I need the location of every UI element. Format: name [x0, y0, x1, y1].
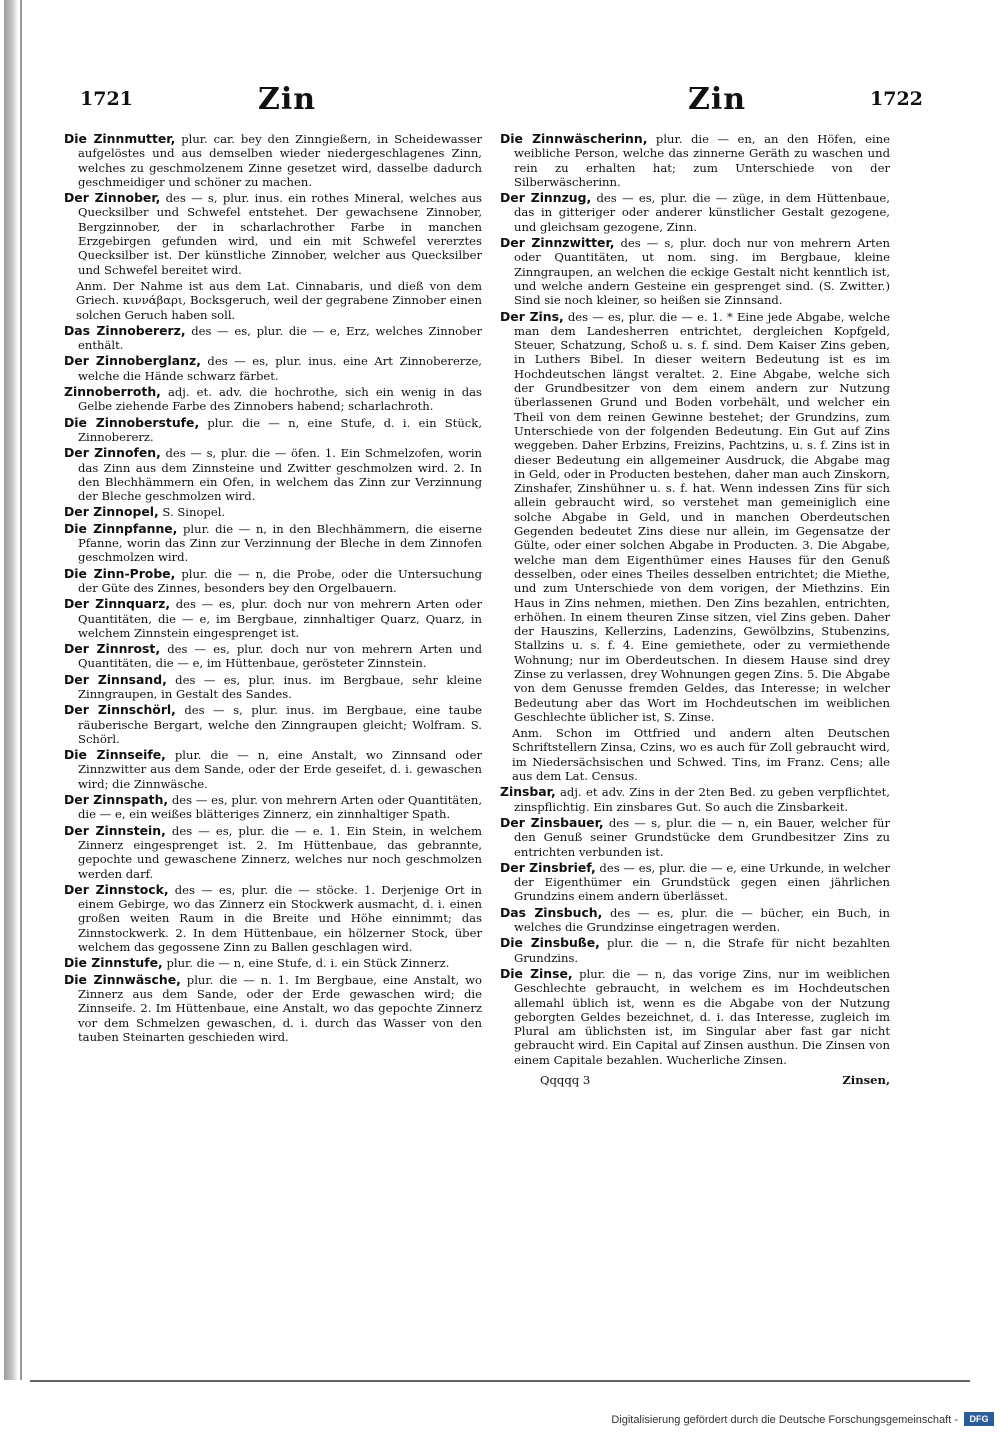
definition-text: adj. et. adv. die hochrothe, sich ein wenig in das Gelbe ziehende Farbe des Zinnobers habend; scharlachroth.: [78, 385, 483, 414]
digitization-credit: Digitalisierung gefördert durch die Deutsche Forschungsgemeinschaft -: [611, 1414, 958, 1426]
definition-text: des — s, plur. die — n, ein Bauer, welcher für den Genuß seiner Grundstücke dem Grundbesitzer Zins zu entrichten verbunden ist.: [514, 815, 890, 859]
left-entry: [64, 597, 482, 640]
annotation-text: Anm. Der Nahme ist aus dem Lat. Cinnabaris, und dieß von dem Griech. κιννάβαρι, Bocksgeruch, weil der gegrabene Zinnober einen solchen Geruch haben soll.: [76, 278, 482, 322]
definition-text: des — es, plur. die — e. 1. Ein Stein, in welchem Zinnerz eingesprenget ist. 2. Im Hüttenbaue, das gebrannte, gepochte und gewaschene Zinnerz, welches nur noch geschmolzen werden darf.: [78, 823, 483, 881]
right-entry: [500, 310, 890, 725]
left-entry: [64, 324, 482, 353]
definition-text: des — s, plur. die — öfen. 1. Ein Schmelzofen, worin das Zinn aus dem Zinnsteine und Zwitter geschmolzen wird. 2. In den Blechhämmern ein Ofen, in welchem das Zinn zur Verzinnung der Bleche geschmolzen wird.: [78, 446, 482, 504]
left-entry: [64, 191, 482, 277]
lemma: Die Zinnstufe,: [64, 955, 163, 971]
definition-text: plur. die — n, die Probe, oder die Untersuchung der Güte des Zinnes, besonders bey den Orgelbauern.: [78, 566, 483, 595]
right-page-number: 1722: [870, 88, 923, 110]
left-entry: [64, 505, 482, 519]
right-entry: [500, 726, 890, 783]
lemma: Der Zinnoberglanz,: [64, 353, 201, 369]
right-entry: [500, 132, 890, 189]
left-entry: [64, 883, 482, 954]
definition-text: des — es, plur. inus. eine Art Zinnobererze, welche die Hände schwarz färbet.: [78, 354, 482, 383]
definition-text: des — es, plur. die — e, eine Urkunde, in welcher der Eigenthümer ein Grundstück gegen einen jährlichen Grundzins einem andern überlässet.: [514, 860, 891, 904]
lemma: Der Zinnschörl,: [64, 702, 176, 718]
left-entry: [64, 522, 482, 565]
definition-text: des — es, plur. doch nur von mehrern Arten und Quantitäten, die — e, im Hüttenbaue, gerösteter Zinnstein.: [78, 642, 482, 671]
definition-text: plur. die — n, in den Blechhämmern, die eiserne Pfanne, worin das Zinn zur Verzinnung der Bleche in dem Zinnofen geschmolzen wird.: [78, 521, 482, 565]
left-entry: [64, 132, 482, 189]
left-entry: [64, 956, 482, 970]
left-entry: [64, 354, 482, 383]
left-entry: [64, 416, 482, 445]
page-footer: [500, 1073, 890, 1091]
right-entry: [500, 816, 890, 859]
lemma: Das Zinsbuch,: [500, 904, 603, 920]
definition-text: plur. die — n. 1. Im Bergbaue, eine Anstalt, wo Zinnerz aus dem Sande, oder der Erde gewaschen wird; die Zinnseife. 2. Im Hüttenbaue, eine Anstalt, wo das gepochte Zinnerz vor dem Schmelzen gewaschen, d. i. durch das Wasser von den tauben Steinarten geschieden wird.: [78, 972, 482, 1044]
definition-text: des — s, plur. doch nur von mehrern Arten oder Quantitäten, ut nom. sing. im Bergbaue, kleine Zinngraupen, an welchen die eckige Gestalt nicht kenntlich ist, und welche andern Gesteine ein gesprenget sind. (S. Zwitter.) Sind sie noch kleiner, so heißen sie Zinnsand.: [514, 236, 891, 308]
right-entry: [500, 906, 890, 935]
lemma: Das Zinnobererz,: [64, 322, 186, 338]
left-entry: [64, 567, 482, 596]
lemma: Der Zinnstein,: [64, 822, 166, 838]
lemma: Der Zinnspath,: [64, 792, 169, 808]
lemma: Die Zinnpfanne,: [64, 520, 178, 536]
definition-text: des — es, plur. die — e. 1. * Eine jede Abgabe, welche man dem Landesherren entrichtet, dergleichen Kopfgeld, Steuer, Schatzung, Schoß u. s. f. sind. Dem Kaiser Zins geben, in Luthers Bibel. In dieser weitern Bedeutung ist es im Hochdeutschen längst veraltet. 2. Eine Abgabe, welche sich der Grundbesitzer von dem einem andern zur Nutzung überlassenen Grund und Boden vorbehält, und welcher ein Theil von dem reinen Gewinne bestehet; der Grundzins, zum Unterschiede von der folgenden Bedeutung. Ein Gut auf Zins weggeben. Daher Erbzins, Freizins, Pachtzins, u. s. f. Zins ist in dieser Bedeutung ein allgemeiner Ausdruck, die Abgabe mag in Geld, oder in Producten bestehen, daher man auch Zinskorn, Zinshafer, Zinshühner u. s. f. hat. Wenn indessen Zins für sich allein gebraucht wird, so verstehet man gemeiniglich eine solche Abgabe in Geld, und in manchen Oberdeutschen Gegenden bedeutet Zins diese nur allein, im Gegensatze der Gülte, oder einer solchen Abgabe in Producten. 3. Die Abgabe, welche man dem Eigenthümer eines Hauses für den Genuß desselben, oder eines Theiles desselben entrichtet; die Miethe, und zum Unterschiede von dem vorigen, der Miethzins. Ein Haus in Zins nehmen, miethen. Den Zins bezahlen, entrichten, erhöhen. In einem theuren Zinse sitzen, viel Zins geben. Daher der Hauszins, Kellerzins, Ladenzins, Gewölbzins, Stubenzins, Stallzins u. s. f. 4. Eine gemiethete, oder zu vermiethende Wohnung; nur im Oberdeutschen. In diesem Hause sind drey Zinse zu verlassen, drey Wohnungen gegen Zins. 5. Die Abgabe von dem Genusse fremden Geldes, das Interesse; in welcher Bedeutung aber das Wort im Hochdeutschen im weiblichen Geschlechte üblicher ist, S. Zinse.: [514, 309, 891, 724]
definition-text: plur. die — n, eine Anstalt, wo Zinnsand oder Zinnzwitter aus dem Sande, oder der Erde geseifet, d. i. gewaschen wird; die Zinnwäsche.: [78, 748, 483, 791]
definition-text: des — es, plur. inus. im Bergbaue, sehr kleine Zinngraupen, in Gestalt des Sandes.: [78, 672, 482, 701]
lemma: Die Zinnseife,: [64, 747, 166, 763]
lemma: Der Zinnrost,: [64, 641, 161, 657]
definition-text: des — es, plur. die — e, Erz, welches Zinnober enthält.: [78, 323, 482, 353]
definition-text: plur. die — n, die Strafe für nicht bezahlten Grundzins.: [514, 936, 891, 965]
lemma: Der Zinsbrief,: [500, 859, 596, 875]
left-entry: [64, 824, 482, 881]
lemma: Der Zinnstock,: [64, 881, 169, 897]
catchword: Zinsen,: [842, 1073, 890, 1087]
lemma: Die Zinn-Probe,: [64, 565, 176, 581]
definition-text: plur. die — n, das vorige Zins, nur im weiblichen Geschlechte gebraucht, in welchem es im Hochdeutschen allemahl üblich ist, wenn es die Abgabe von der Nutzung geborgten Geldes bezeichnet, d. i. das Interesse, zugleich im Plural am üblichsten ist, im Singular aber fast gar nicht gebraucht wird. Ein Capital auf Zinsen austhun. Die Zinsen von einem Capitale bezahlen. Wucherliche Zinsen.: [514, 966, 891, 1067]
lemma: Der Zins,: [500, 308, 564, 324]
definition-text: plur. die — en, an den Höfen, eine weibliche Person, welche das zinnerne Geräth zu waschen und rein zu erhalten hat; zum Unterschiede von der Silberwäscherinn.: [514, 132, 890, 189]
definition-text: plur. die — n, eine Stufe, d. i. ein Stück, Zinnobererz.: [78, 415, 483, 444]
right-entry: [500, 861, 890, 904]
left-entry: [64, 748, 482, 791]
lemma: Zinsbar,: [500, 784, 556, 800]
definition-text: S. Sinopel.: [162, 505, 226, 520]
right-column-entries: [500, 132, 890, 1067]
definition-text: adj. et adv. Zins in der 2ten Bed. zu geben verpflichtet, zinspflichtig. Ein zinsbares Gut. So auch die Zinsbarkeit.: [514, 785, 890, 814]
left-running-headword: Zin: [258, 82, 317, 117]
definition-text: des — es, plur. die — züge, in dem Hüttenbaue, das in gitteriger oder anderer künstlicher Gestalt gezogene, und gleichsam gezogene, Zinn.: [514, 191, 890, 234]
right-entry: [500, 967, 890, 1067]
lemma: Der Zinnquarz,: [64, 596, 171, 612]
right-entry: [500, 191, 890, 234]
left-entry: [64, 973, 482, 1044]
definition-text: plur. die — n, eine Stufe, d. i. ein Stück Zinnerz.: [166, 956, 450, 971]
right-entry: [500, 936, 890, 965]
lemma: Der Zinnzwitter,: [500, 235, 615, 251]
lemma: Der Zinsbauer,: [500, 814, 604, 830]
lemma: Der Zinnsand,: [64, 671, 167, 687]
lemma: Die Zinsbuße,: [500, 935, 600, 951]
signature-mark: Qqqqq 3: [540, 1073, 591, 1087]
left-entry: [64, 703, 482, 746]
right-running-headword: Zin: [688, 82, 747, 117]
lemma: Der Zinnzug,: [500, 190, 592, 206]
left-entry: [64, 279, 482, 322]
annotation-text: Anm. Schon im Ottfried und andern alten Deutschen Schriftstellern Zinsa, Czins, wo es auch für Zoll gebraucht wird, im Niedersächsischen und Schwed. Tins, im Franz. Cens; alle aus dem Lat. Census.: [512, 726, 890, 784]
lemma: Der Zinnopel,: [64, 504, 159, 520]
right-column: [500, 132, 890, 1091]
definition-text: des — s, plur. inus. ein rothes Mineral, welches aus Quecksilber und Schwefel entstehet. Der gewachsene Zinnober, Bergzinnober, der in scharlachrother Farbe in manchen Erzgebirgen gefunden wird, und ein mit Schwefel vererztes Quecksilber ist. Der künstliche Zinnober, welcher aus Quecksilber und Schwefel bereitet wird.: [78, 191, 482, 277]
left-page-number: 1721: [80, 88, 133, 110]
definition-text: des — es, plur. die — stöcke. 1. Derjenige Ort in einem Gebirge, wo das Zinnerz ein Stockwerk ausmacht, d. i. einen großen weiten Raum in die Breite und Höhe einnimmt; das Zinnstockwerk. 2. In dem Hüttenbaue, ein hölzerner Stock, über welchem das gegossene Zinn zu Ballen geschlagen wird.: [78, 882, 483, 955]
left-entry: [64, 385, 482, 414]
dfg-logo: DFG: [964, 1412, 994, 1426]
lemma: Die Zinnwäsche,: [64, 971, 181, 987]
lemma: Der Zinnober,: [64, 190, 161, 206]
left-entry: [64, 446, 482, 503]
definition-text: des — s, plur. inus. im Bergbaue, eine taube räuberische Bergart, welche den Zinngraupen gleicht; Wolfram. S. Schörl.: [78, 703, 482, 746]
book-binding-shadow: [4, 0, 18, 1380]
lemma: Der Zinnofen,: [64, 445, 161, 461]
left-entry: [64, 673, 482, 702]
lemma: Die Zinnwäscherinn,: [500, 131, 648, 146]
right-entry: [500, 236, 890, 307]
left-entry: [64, 642, 482, 671]
left-column: [64, 132, 482, 1046]
right-entry: [500, 785, 890, 814]
definition-text: plur. car. bey den Zinngießern, in Scheidewasser aufgelöstes und aus demselben wieder niedergeschlagenes Zinn, welches zu geschmolzenem Zinne gesetzet wird, dasselbe dadurch geschmeidiger und schöner zu machen.: [78, 132, 482, 189]
lemma: Die Zinnmutter,: [64, 131, 176, 146]
binding-edge: [20, 0, 22, 1380]
lemma: Zinnoberroth,: [64, 384, 161, 400]
definition-text: des — es, plur. die — bücher, ein Buch, in welches die Grundzinse eingetragen werden.: [514, 905, 890, 935]
lemma: Die Zinnoberstufe,: [64, 414, 200, 430]
left-entry: [64, 793, 482, 822]
definition-text: des — es, plur. doch nur von mehrern Arten oder Quantitäten, die — e, im Bergbaue, zinnhaltiger Quarz, Quarz, in welchem Zinnstein eingesprenget ist.: [78, 597, 482, 640]
definition-text: des — es, plur. von mehrern Arten oder Quantitäten, die — e, ein weißes blätteriges Zinnerz, ein zinnhaltiger Spath.: [78, 793, 483, 822]
lemma: Die Zinse,: [500, 965, 573, 981]
